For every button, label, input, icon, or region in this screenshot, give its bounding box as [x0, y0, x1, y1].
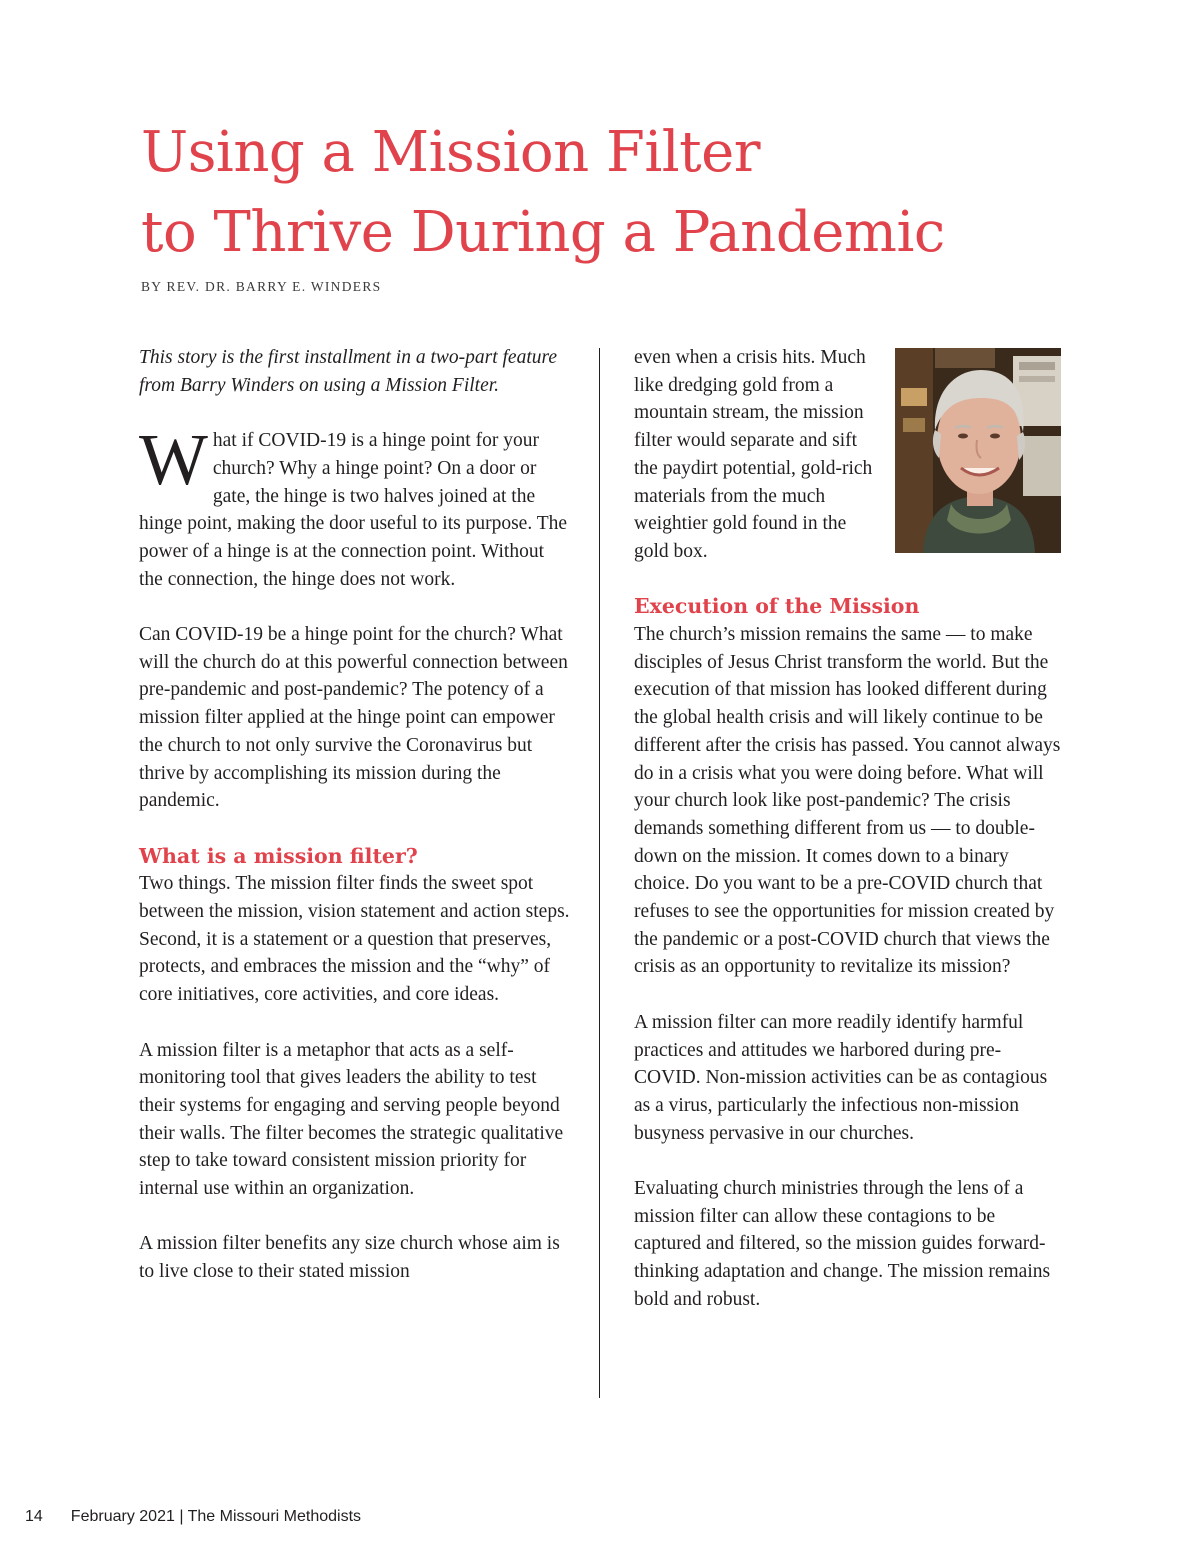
- paragraph-benefits: A mission filter benefits any size church whose aim is to live close to their stated mission: [139, 1233, 560, 1283]
- author-portrait-illustration: [895, 348, 1061, 553]
- footer-separator: |: [179, 1508, 184, 1525]
- paragraph-opening: [139, 419, 571, 593]
- intro-note: This story is the first installment in a two-part feature from Barry Winders on using a Mission Filter.: [139, 347, 558, 396]
- paragraph-metaphor: A mission filter is a metaphor that acts as a self-monitoring tool that gives leaders the ability to test their systems for engaging and serving people beyond their walls. The filter becomes the strategic qualitative step to take toward consistent mission priority for internal use within an organization.: [139, 1039, 564, 1200]
- subhead-what-is-mission-filter: What is a mission filter?: [139, 843, 418, 868]
- publication-name: The Missouri Methodists: [187, 1508, 362, 1525]
- byline: BY REV. DR. BARRY E. WINDERS: [141, 279, 382, 294]
- issue-date: February 2021: [70, 1508, 175, 1525]
- title-line-2: to Thrive During a Pandemic: [141, 200, 945, 265]
- paragraph-opening-text: hat if COVID-19 is a hinge point for your church? Why a hinge point? On a door or gate, the hinge is two halves joined at the hinge point, making the door useful to its purpose. The power of a hinge is at the connection point. Without the connection, the hinge does not work.: [139, 430, 568, 590]
- author-photo: [895, 348, 1061, 553]
- page-footer: [25, 1508, 361, 1526]
- paragraph-two-things: Two things. The mission filter finds the sweet spot between the mission, vision statement and action steps. Second, it is a statement or a question that preserves, protects, and embraces the mission and the “why” of core initiatives, core activities, and core ideas.: [139, 873, 570, 1006]
- title-line-1: Using a Mission Filter: [141, 120, 761, 185]
- left-column: [139, 344, 571, 1286]
- paragraph-harmful-practices: A mission filter can more readily identify harmful practices and attitudes we harbored during pre-COVID. Non-mission activities can be as contagious as a virus, particularly the infectious non-mission busyness pervasive in our churches.: [634, 1011, 1048, 1144]
- paragraph-hinge: Can COVID-19 be a hinge point for the church? What will the church do at this powerful connection between pre-pandemic and post-pandemic? The potency of a mission filter applied at the hinge point can empower the church to not only survive the Coronavirus but thrive by accomplishing its mission during the pandemic.: [139, 624, 568, 812]
- page-number: 14: [25, 1508, 43, 1525]
- paragraph-gold: even when a crisis hits. Much like dredging gold from a mountain stream, the mission filter would separate and sift the paydirt potential, gold-rich materials from the much weightier gold found in the gold box.: [634, 347, 873, 562]
- article-title: [141, 113, 1101, 273]
- paragraph-evaluating: Evaluating church ministries through the lens of a mission filter can allow these contagions to be captured and filtered, so the mission guides forward-thinking adaptation and change. The mission remains bold and robust.: [634, 1178, 1051, 1310]
- column-divider: [599, 348, 600, 1398]
- drop-cap: W: [139, 419, 208, 501]
- subhead-execution-of-mission: Execution of the Mission: [634, 594, 920, 619]
- right-column: [634, 344, 1066, 1314]
- paragraph-execution: The church’s mission remains the same — to make disciples of Jesus Christ transform the world. But the execution of that mission has looked different during the global health crisis and will likely continue to be different after the crisis has passed. You cannot always do in a crisis what you were doing before. What will your church look like post-pandemic? The crisis demands something different from us — to double-down on the mission. It comes down to a binary choice. Do you want to be a pre-COVID church that refuses to see the opportunities for mission created by the pandemic or a post-COVID church that views the crisis as an opportunity to revitalize its mission?: [634, 624, 1061, 978]
